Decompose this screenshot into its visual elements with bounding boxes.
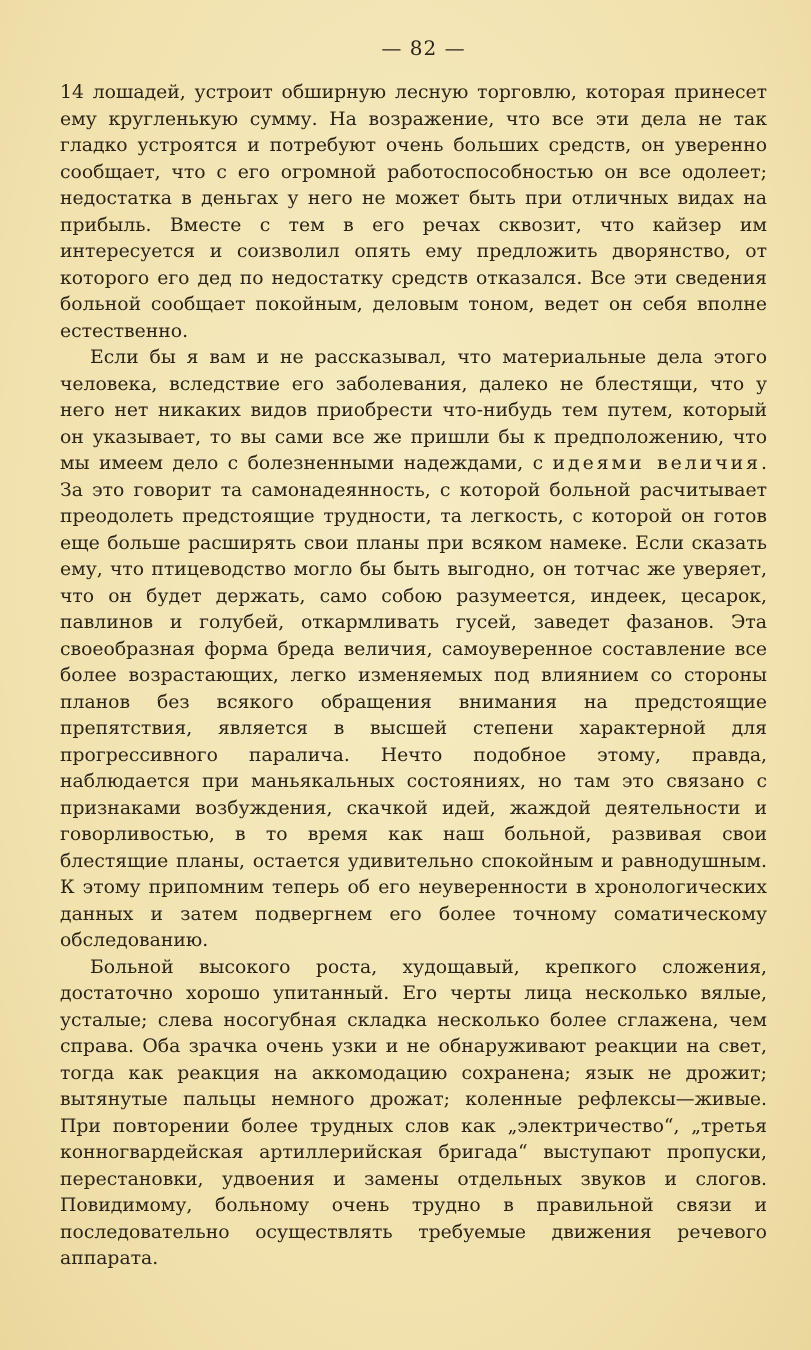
paragraph-1: 14 лошадей, устроит обширную лесную торговлю, которая принесет ему кругленькую сумму. На возражение, что все эти дела не так гладко устроятся и потребуют очень больших средств, он уверенно сообщает, что с его огромной работоспособностью он все одолеет; недостатка в деньгах у него не может быть при отличных видах на прибыль. Вместе с тем в его речах сквозит, что кайзер им интересуется и соизволил опять ему предложить дворянство, от которого его дед по недостатку средств отказался. Все эти сведения больной сообщает покойным, деловым тоном, ведет он себя вполне естественно. — [60, 82, 767, 342]
page-number: — 82 — — [381, 36, 466, 60]
paragraph-2-text-after: . За это говорит та самонадеянность, с которой больной расчитывает преодолеть предстоящие трудности, та легкость, с которой он готов еще больше расширять свои планы при всяком намеке. Если сказать ему, что птицеводство могло бы быть выгодно, он тотчас же уверяет, что он будет держать, само собою разумеется, индеек, цесарок, павлинов и голубей, откармливать гусей, заведет фазанов. Эта своеобразная форма бреда величия, самоуверенное составление все более возрастающих, легко изменяемых под влиянием со стороны планов без всякого обращения внимания на предстоящие препятствия, является в высшей степени характерной для прогрессивного паралича. Нечто подобное этому, правда, наблюдается при маньякальных состояниях, но там это связано с признаками возбуждения, скачкой идей, жаждой деятельности и говорливостью, в то время как наш больной, развивая свои блестящие планы, остается удивительно спокойным и равнодушным. К этому припомним теперь об его неуверенности в хронологических данных и затем подвергнем его более точному соматическому обследованию. — [60, 453, 767, 951]
paragraph-2-text-before: Если бы я вам и не рассказывал, что материальные дела этого человека, вследствие его заболевания, далеко не блестящи, что у него нет никаких видов приобрести что-нибудь тем путем, который он указывает, то вы сами все же пришли бы к предположению, что мы имеем дело с болезненными надеждами, с — [60, 347, 767, 474]
paragraph-2 — [60, 345, 767, 955]
paragraph-3: Больной высокого роста, худощавый, крепкого сложения, достаточно хорошо упитанный. Его черты лица несколько вялые, усталые; слева носогубная складка несколько более сглажена, чем справа. Оба зрачка очень узки и не обнаруживают реакции на свет, тогда как реакция на аккомодацию сохранена; язык не дрожит; вытянутые пальцы немного дрожат; коленные рефлексы—живые. При повторении более трудных слов как „электричество“, „третья конногвардейская артиллерийская бригада“ выступают пропуски, перестановки, удвоения и замены отдельных звуков и слогов. Повидимому, больному очень трудно в правильной связи и последовательно осуществлять требуемые движения речевого аппарата. — [60, 956, 767, 1269]
emphasized-term: идеями величия — [552, 453, 762, 474]
